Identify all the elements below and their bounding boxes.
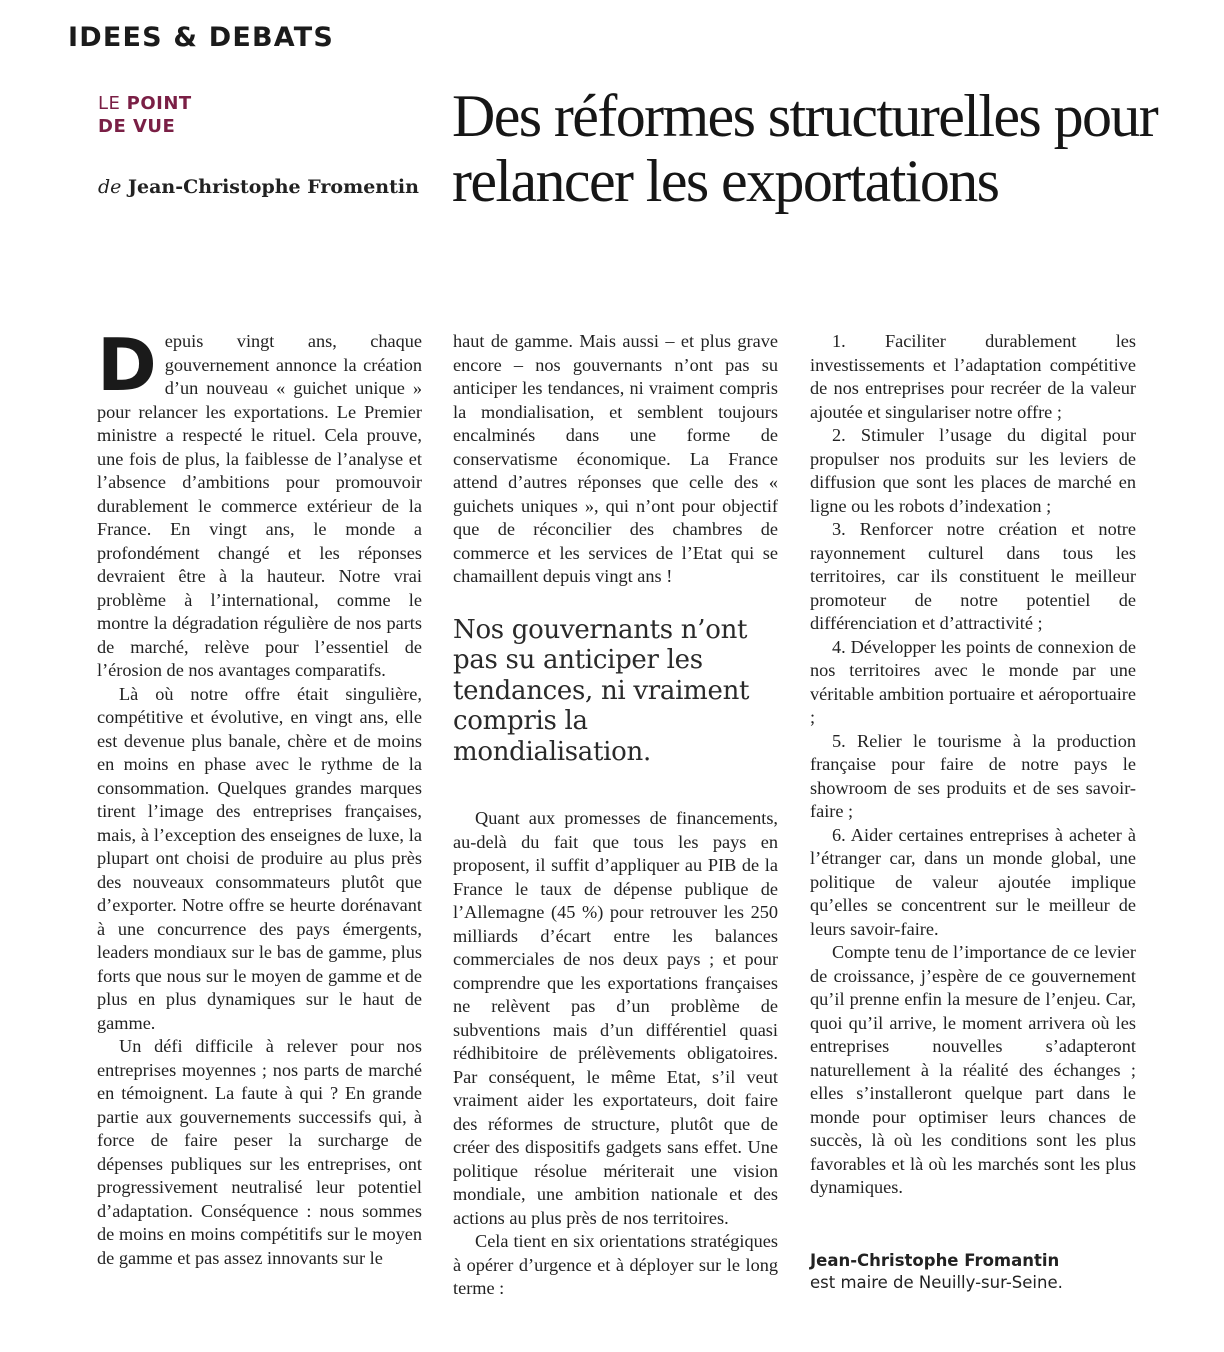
paragraph: haut de gamme. Mais aussi – et plus grave encore – nos gouvernants n’ont pas su anticiper les tendances, ni vraiment compris la mondialisation, et semblent toujours encalminés dans une forme de conservatisme économique. La France attend d’autres réponses que celle des « guichets uniques », qui n’ont pour objectif que de réconcilier des chambres de commerce et les services de l’Etat qui se chamaillent depuis vingt ans ! <box>453 331 778 586</box>
kicker-label <box>98 92 192 138</box>
author-name: Jean-Christophe Fromantin <box>810 1250 1060 1270</box>
paragraph: Un défi difficile à relever pour nos entreprises moyennes ; nos parts de marché en témoignent. La faute à qui ? En grande partie aux gouvernements successifs qui, à force de faire peser la surcharge de dépenses publiques sur les entreprises, ont progressivement neutralisé leur potentiel d’adaptation. Conséquence : nous sommes de moins en moins compétitifs sur le moyen de gamme et pas assez innovants sur le <box>97 1036 422 1268</box>
kicker-de-vue: DE VUE <box>98 116 176 137</box>
headline: Des réformes structurelles pour relancer les exportations <box>452 83 1158 214</box>
kicker-le: LE <box>98 93 121 114</box>
byline-author: Jean-Christophe Fromentin <box>128 176 419 198</box>
paragraph-text: epuis vingt ans, chaque gouvernement annonce la création d’un nouveau « guichet unique » pour relancer les exportations. Le Premier ministre a respecté le rituel. Cela prouve, une fois de plus, la faiblesse de l’analyse et l’absence d’ambitions pour promouvoir durablement le commerce extérieur de la France. En vingt ans, le monde a profondément changé et les réponses devraient être à la hauteur. Notre vrai problème à l’international, comme le montre la dégradation régulière de nos parts de marché, relève pour l’essentiel de l’érosion de nos avantages comparatifs. <box>97 331 422 680</box>
pull-quote: Nos gouvernants n’ont pas su anticiper les tendances, ni vraiment compris la mondialisation. <box>453 614 750 767</box>
author-role: est maire de Neuilly-sur-Seine. <box>810 1272 1063 1292</box>
list-item: 6. Aider certaines entreprises à acheter à l’étranger car, dans un monde global, une politique de valeur ajoutée implique qu’elles se concentrent sur le meilleur de leurs savoir-faire. <box>810 824 1136 939</box>
paragraph: Là où notre offre était singulière, compétitive et évolutive, en vingt ans, elle est devenue plus banale, chère et de moins en moins en phase avec le rythme de la consommation. Quelques grandes marques tirent l’image des entreprises françaises, mais, à l’exception des enseignes de luxe, la plupart ont choisi de produire au plus près des nouveaux consommateurs plutôt que d’exporter. Notre offre se heurte dorénavant à une concurrence des pays émergents, leaders mondiaux sur le bas de gamme, plus forts que nous sur le moyen de gamme et de plus en plus dynamiques sur le haut de gamme. <box>97 683 422 1033</box>
list-item: 1. Faciliter durablement les investissements et l’adaptation compétitive de nos entreprises pour recréer de la valeur ajoutée et singulariser notre offre ; <box>810 331 1136 422</box>
list-item: 3. Renforcer notre création et notre rayonnement culturel dans tous les territoires, car ils constituent le meilleur promoteur de notre potentiel de différenciation et d’attractivité ; <box>810 519 1136 633</box>
byline <box>98 175 419 199</box>
column-1 <box>97 323 422 1270</box>
list-item: 5. Relier le tourisme à la production française pour faire de notre pays le showroom de ses produits et de ses savoir-faire ; <box>810 730 1136 821</box>
section-rubric: IDEES & DEBATS <box>68 22 335 53</box>
paragraph <box>97 323 422 683</box>
paragraph: Cela tient en six orientations stratégiques à opérer d’urgence et à déployer sur le long terme : <box>453 1231 778 1298</box>
dropcap: D <box>97 323 157 407</box>
column-3 <box>810 330 1136 1294</box>
paragraph: Compte tenu de l’importance de ce levier de croissance, j’espère de ce gouvernement qu’il prenne enfin la mesure de l’enjeu. Car, quoi qu’il arrive, le moment arrivera où les entreprises nouvelles s’adapteront naturellement à la réalité des échanges ; elles s’installeront quelque part dans le monde pour optimiser leurs chances de succès, là où les conditions sont les plus favorables et là où les marchés sont les plus dynamiques. <box>810 942 1136 1197</box>
list-item: 4. Développer les points de connexion de nos territoires avec le monde par une véritable ambition portuaire et aéroportuaire ; <box>810 636 1136 727</box>
list-item: 2. Stimuler l’usage du digital pour propulser nos produits sur les leviers de diffusion que sont les places de marché en ligne ou les robots d’indexation ; <box>810 425 1136 516</box>
column-2 <box>453 330 778 1301</box>
paragraph: Quant aux promesses de financements, au-delà du fait que tous les pays en proposent, il suffit d’appliquer au PIB de la France le taux de dépense publique de l’Allemagne (45 %) pour retrouver les 250 milliards d’écart entre les balances commerciales de nos deux pays ; et pour comprendre que les exportations françaises ne relèvent pas d’un problème de subventions mais d’un différentiel quasi rédhibitoire de prélèvements obligatoires. Par conséquent, le même Etat, s’il veut vraiment aider les exportateurs, doit faire des réformes de structure, plutôt que de créer des dispositifs gadgets sans effet. Une politique résolue mériterait une vision mondiale, une ambition nationale et des actions au plus près de nos territoires. <box>453 808 778 1228</box>
kicker-point: POINT <box>126 93 192 114</box>
byline-prefix: de <box>98 176 122 198</box>
